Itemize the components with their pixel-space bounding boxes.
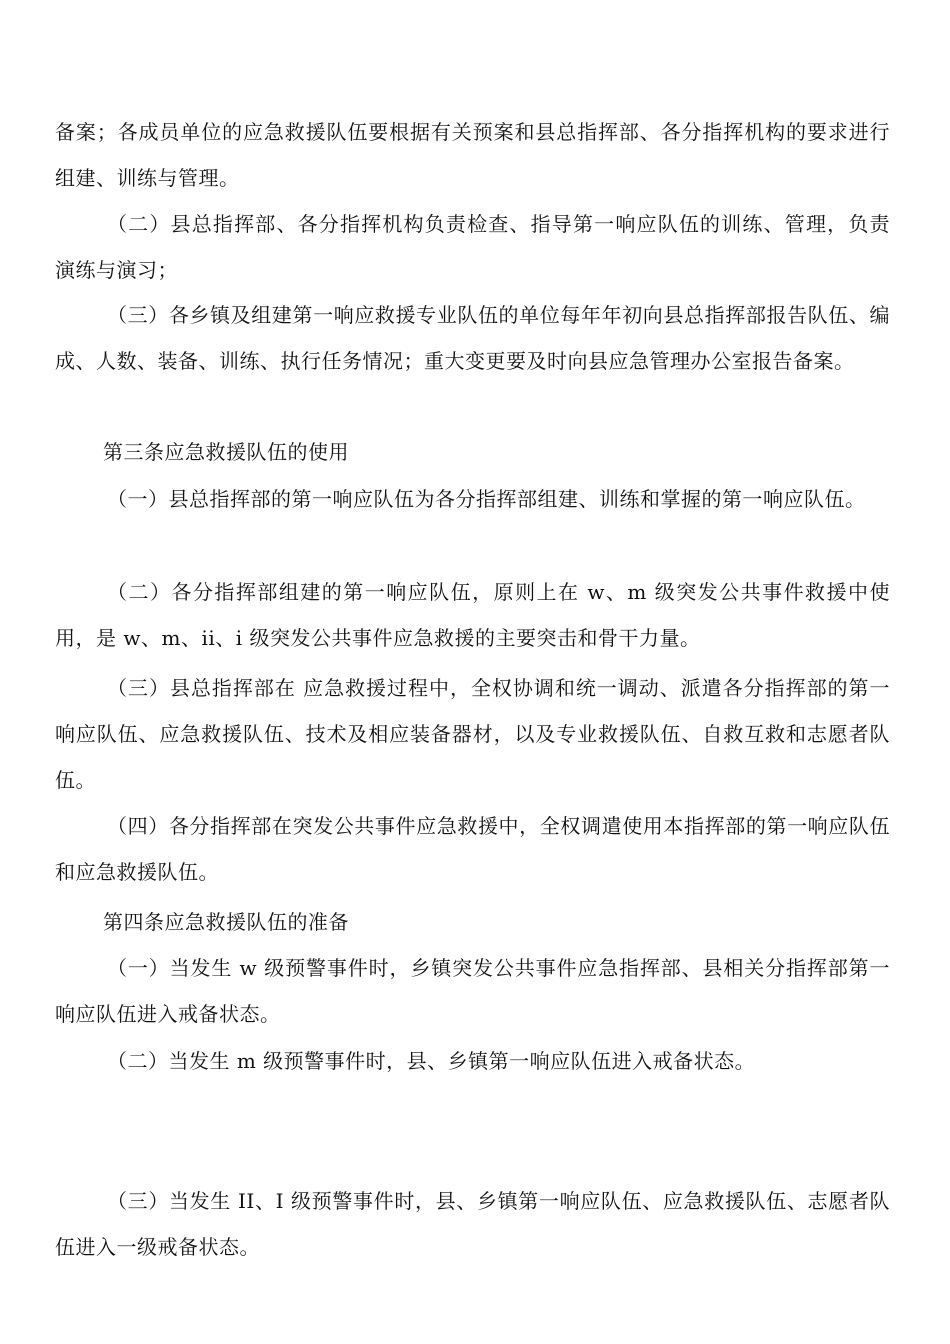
paragraph-article-4-item-3: （三）当发生 II、I 级预警事件时，县、乡镇第一响应队伍、应急救援队伍、志愿者队伍进入一级戒备状态。 [55, 1189, 890, 1259]
paragraph-filing-note: 备案；各成员单位的应急救援队伍要根据有关预案和县总指挥部、各分指挥机构的要求进行组建、训练与管理。 [55, 120, 890, 190]
section-heading-article-3: 第三条应急救援队伍的使用 [103, 440, 349, 464]
paragraph-article-3-item-3: （三）县总指挥部在 应急救援过程中，全权协调和统一调动、派遣各分指挥部的第一响应队伍、应急救援队伍、技术及相应装备器材，以及专业救援队伍、自救互救和志愿者队伍。 [55, 676, 890, 792]
section-heading-article-4: 第四条应急救援队伍的准备 [103, 910, 349, 934]
paragraph-item-3-annual-report: （三）各乡镇及组建第一响应救援专业队伍的单位每年年初向县总指挥部报告队伍、编成、人数、装备、训练、执行任务情况；重大变更要及时向县应急管理办公室报告备案。 [55, 303, 890, 373]
paragraph-article-3-item-4: （四）各分指挥部在突发公共事件应急救援中，全权调遣使用本指挥部的第一响应队伍和应急救援队伍。 [55, 814, 890, 884]
paragraph-article-4-item-2: （二）当发生 m 级预警事件时，县、乡镇第一响应队伍进入戒备状态。 [107, 1049, 756, 1073]
paragraph-article-3-item-2: （二）各分指挥部组建的第一响应队伍，原则上在 w、m 级突发公共事件救援中使用，是 w、m、ii、i 级突发公共事件应急救援的主要突击和骨干力量。 [55, 580, 890, 650]
paragraph-item-2-inspection: （二）县总指挥部、各分指挥机构负责检查、指导第一响应队伍的训练、管理，负责 演练与演习； [55, 212, 890, 282]
paragraph-article-4-item-1: （一）当发生 w 级预警事件时，乡镇突发公共事件应急指挥部、县相关分指挥部第一响应队伍进入戒备状态。 [55, 956, 890, 1026]
paragraph-article-3-item-1: （一）县总指挥部的第一响应队伍为各分指挥部组建、训练和掌握的第一响应队伍。 [107, 487, 866, 511]
